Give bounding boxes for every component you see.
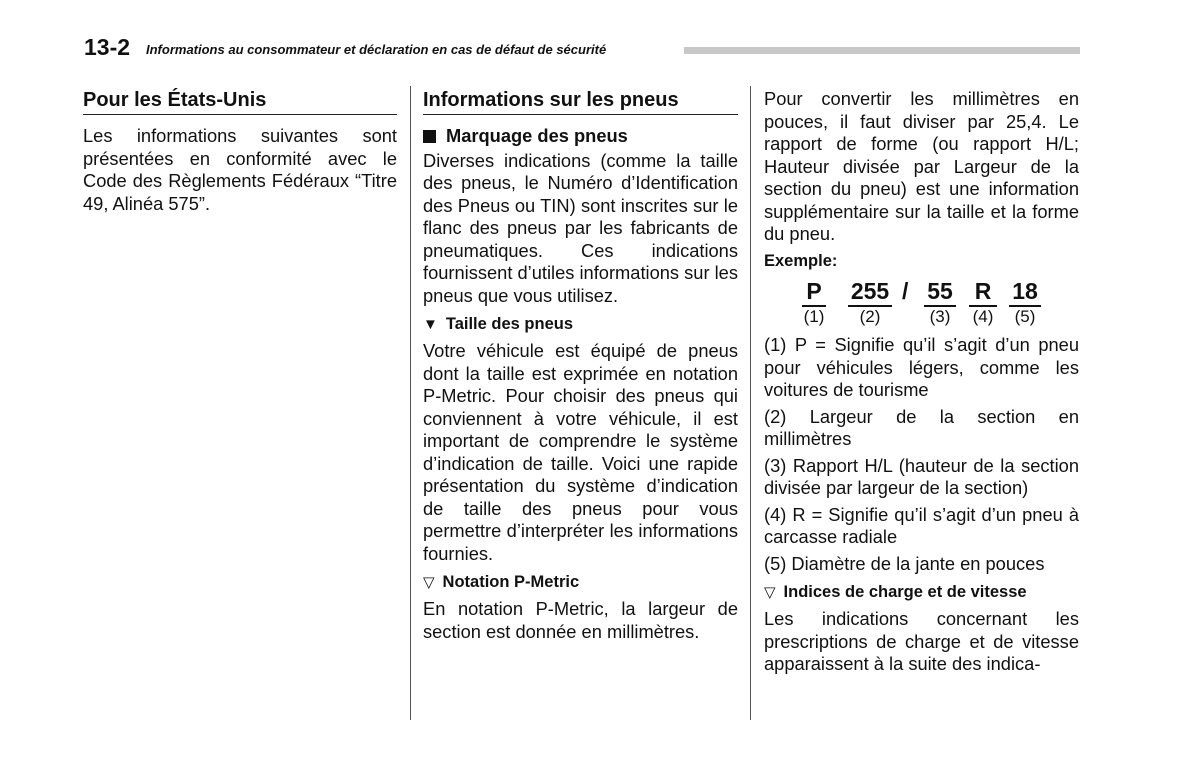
chapter-title: Informations au consommateur et déclaration en cas de défaut de sécurité (146, 42, 607, 57)
tire-info-heading: Informations sur les pneus (423, 88, 738, 115)
tire-marking-title: Marquage des pneus (446, 125, 628, 146)
example-p: P (1) (803, 278, 825, 326)
p-metric-title: Notation P-Metric (442, 573, 580, 591)
example-slash: / (902, 278, 909, 304)
tire-size-paragraph: Votre véhicule est équipé de pneus dont la taille est exprimée en notation P-Metric. Pour choisir des pneus qui conviennent à votre véhicule, il est important de comprendre le système d’indication de taille. Voici une rapide présentation du système d’indication de taille des pneus pour vous permettre d’interpréter les informations fournies. (423, 340, 738, 564)
example-ratio: 55 (3) (923, 278, 957, 327)
outline-triangle-icon: ▽ (423, 574, 435, 591)
definition-4: (4) R = Signifie qu’il s’agit d’un pneu à carcasse radiale (764, 503, 1079, 547)
column-3 (764, 88, 1079, 680)
definition-1: (1) P = Signifie qu’il s’agit d’un pneu pour véhicules légers, comme les voitures de tourisme (764, 334, 1079, 400)
load-speed-paragraph: Les indications concernant les prescriptions de charge et de vitesse apparaissent à la suite des indica- (764, 608, 1079, 674)
definition-3: (3) Rapport H/L (hauteur de la section divisée par largeur de la section) (764, 454, 1079, 498)
load-speed-heading (764, 581, 1079, 604)
tire-marking-paragraph: Diverses indications (comme la taille des pneus, le Numéro d’Identification des Pneus ou TIN) sont inscrites sur le flanc des pneus par les fabricants de pneumatiques. Ces indications fournissent d’utiles informations sur les pneus que vous utilisez. (423, 149, 738, 306)
tire-size-example (764, 278, 1079, 328)
column-divider-right (750, 86, 751, 720)
tire-size-title: Taille des pneus (445, 315, 574, 333)
definition-2: (2) Largeur de la section en millimètres (764, 405, 1079, 449)
tire-size-heading (423, 313, 738, 336)
us-paragraph: Les informations suivantes sont présentées en conformité avec le Code des Règlements Fédéraux “Titre 49, Alinéa 575”. (83, 125, 397, 214)
filled-triangle-icon: ▼ (423, 316, 438, 333)
example-width: 255 (2) (848, 278, 892, 327)
tire-marking-heading (423, 125, 738, 148)
example-label: Exemple: (764, 251, 838, 270)
load-speed-title: Indices de charge et de vitesse (783, 583, 1027, 601)
column-1 (83, 88, 397, 219)
definition-5: (5) Diamètre de la jante en pouces (764, 552, 1045, 574)
page-header (84, 34, 1080, 64)
p-metric-heading (423, 571, 738, 594)
us-heading: Pour les États-Unis (83, 88, 397, 115)
header-rule (684, 47, 1080, 54)
page-number: 13-2 (84, 34, 131, 60)
example-diameter: 18 (5) (1008, 278, 1042, 327)
column-2 (423, 88, 738, 647)
column-divider-left (410, 86, 411, 720)
square-bullet-icon (423, 130, 436, 143)
example-r: R (4) (968, 278, 998, 327)
p-metric-paragraph: En notation P-Metric, la largeur de section est donnée en millimètres. (423, 598, 738, 642)
outline-triangle-icon: ▽ (764, 584, 776, 601)
conversion-paragraph: Pour convertir les millimètres en pouces, il faut diviser par 25,4. Le rapport de forme (ou rapport H/L; Hauteur divisée par Largeur de la section du pneu) est une information supplémentaire sur la taille et la forme du pneu. (764, 88, 1079, 244)
